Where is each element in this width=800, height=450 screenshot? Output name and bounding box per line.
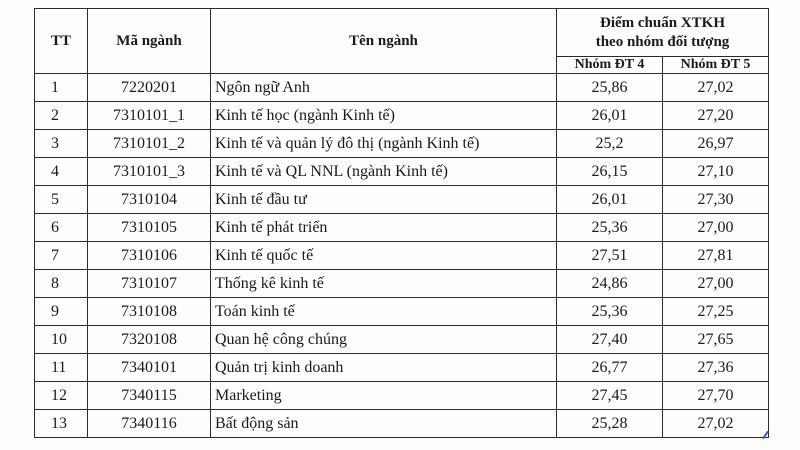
score-group5: 27,36 [663, 354, 769, 382]
major-name: Toán kinh tế [211, 298, 557, 326]
row-number: 13 [35, 410, 88, 438]
table-row [35, 102, 769, 130]
score-group4: 25,28 [557, 410, 663, 438]
major-name: Kinh tế đầu tư [211, 186, 557, 214]
major-code: 7310107 [88, 270, 211, 298]
major-name: Quan hệ công chúng [211, 326, 557, 354]
table-row [35, 74, 769, 102]
major-name: Thống kê kinh tế [211, 270, 557, 298]
score-group5: 27,02 [663, 74, 769, 102]
table-row [35, 326, 769, 354]
score-group5: 26,97 [663, 130, 769, 158]
major-code: 7320108 [88, 326, 211, 354]
major-name: Marketing [211, 382, 557, 410]
score-group5: 27,81 [663, 242, 769, 270]
score-group4: 25,36 [557, 214, 663, 242]
major-code: 7220201 [88, 74, 211, 102]
row-number: 11 [35, 354, 88, 382]
row-number: 6 [35, 214, 88, 242]
row-number: 10 [35, 326, 88, 354]
table-row [35, 298, 769, 326]
score-group4: 25,2 [557, 130, 663, 158]
major-name: Kinh tế quốc tế [211, 242, 557, 270]
score-group4: 27,51 [557, 242, 663, 270]
table-row [35, 158, 769, 186]
score-group5: 27,00 [663, 270, 769, 298]
score-group5: 27,30 [663, 186, 769, 214]
table-row [35, 242, 769, 270]
table-header [35, 9, 769, 74]
header-score-title-line2: theo nhóm đối tượng [595, 33, 730, 50]
major-code: 7310101_3 [88, 158, 211, 186]
table-body [35, 74, 769, 438]
score-group4: 26,77 [557, 354, 663, 382]
major-name: Kinh tế và quản lý đô thị (ngành Kinh tế) [211, 130, 557, 158]
row-number: 7 [35, 242, 88, 270]
row-number: 1 [35, 74, 88, 102]
score-group5: 27,65 [663, 326, 769, 354]
score-group4: 26,01 [557, 102, 663, 130]
score-group4: 27,40 [557, 326, 663, 354]
header-group4: Nhóm ĐT 4 [557, 57, 663, 74]
score-group4: 26,15 [557, 158, 663, 186]
score-group5: 27,25 [663, 298, 769, 326]
score-group5: 27,10 [663, 158, 769, 186]
score-group4: 26,01 [557, 186, 663, 214]
table-row [35, 130, 769, 158]
major-name: Kinh tế và QL NNL (ngành Kinh tế) [211, 158, 557, 186]
score-group4: 25,86 [557, 74, 663, 102]
table-row [35, 186, 769, 214]
row-number: 3 [35, 130, 88, 158]
major-name: Ngôn ngữ Anh [211, 74, 557, 102]
header-score-title-line1: Điểm chuẩn XTKH [599, 14, 725, 31]
major-code: 7340101 [88, 354, 211, 382]
header-group5: Nhóm ĐT 5 [663, 57, 769, 74]
score-group5: 27,02 [663, 410, 769, 438]
major-name: Quản trị kinh doanh [211, 354, 557, 382]
major-code: 7310104 [88, 186, 211, 214]
table-row [35, 270, 769, 298]
table-row [35, 410, 769, 438]
major-code: 7310108 [88, 298, 211, 326]
row-number: 12 [35, 382, 88, 410]
score-group5: 27,70 [663, 382, 769, 410]
table-row [35, 214, 769, 242]
row-number: 4 [35, 158, 88, 186]
major-name: Kinh tế học (ngành Kinh tế) [211, 102, 557, 130]
major-code: 7310101_2 [88, 130, 211, 158]
header-score-group [557, 9, 769, 57]
table-row [35, 354, 769, 382]
score-group4: 24,86 [557, 270, 663, 298]
major-code: 7310105 [88, 214, 211, 242]
major-code: 7310106 [88, 242, 211, 270]
score-group4: 25,36 [557, 298, 663, 326]
row-number: 5 [35, 186, 88, 214]
row-number: 8 [35, 270, 88, 298]
admission-score-table [34, 8, 769, 438]
major-code: 7340116 [88, 410, 211, 438]
score-group5: 27,20 [663, 102, 769, 130]
major-code: 7340115 [88, 382, 211, 410]
header-code: Mã ngành [88, 9, 211, 74]
table-row [35, 382, 769, 410]
header-name: Tên ngành [211, 9, 557, 74]
major-name: Bất động sản [211, 410, 557, 438]
major-code: 7310101_1 [88, 102, 211, 130]
header-tt: TT [35, 9, 88, 74]
row-number: 9 [35, 298, 88, 326]
score-group4: 27,45 [557, 382, 663, 410]
row-number: 2 [35, 102, 88, 130]
major-name: Kinh tế phát triển [211, 214, 557, 242]
score-group5: 27,00 [663, 214, 769, 242]
